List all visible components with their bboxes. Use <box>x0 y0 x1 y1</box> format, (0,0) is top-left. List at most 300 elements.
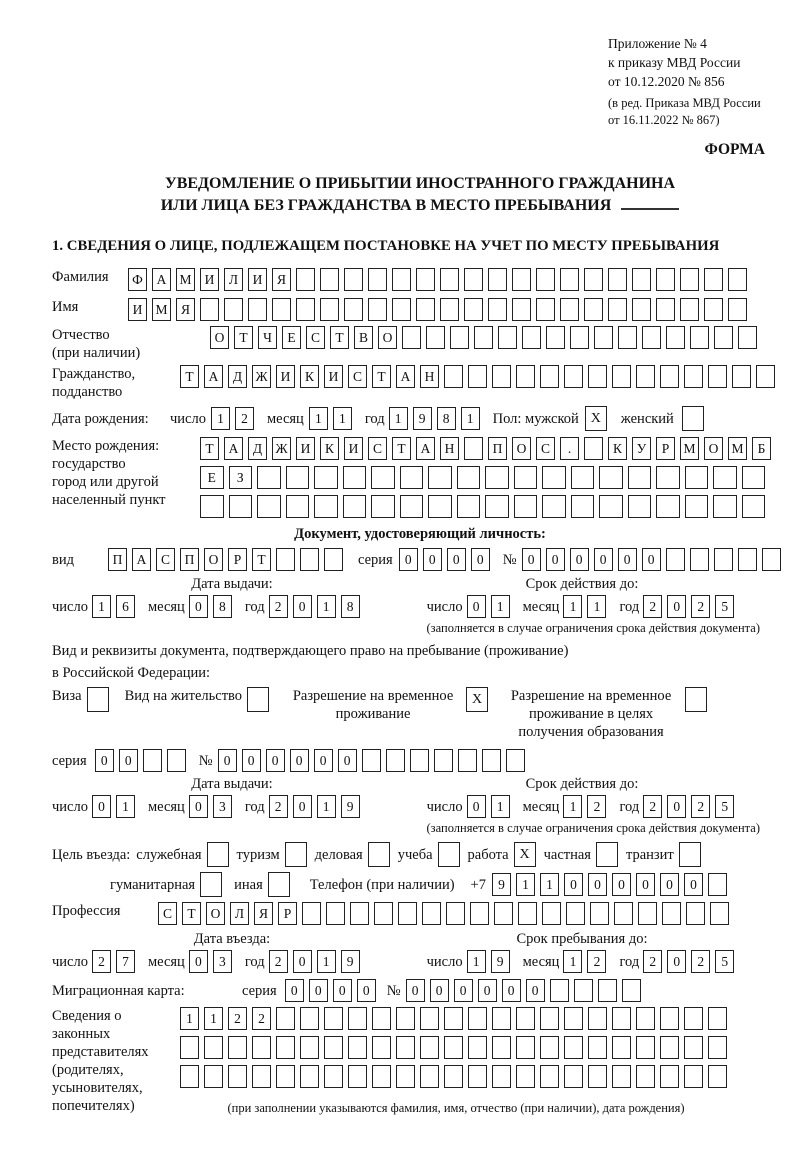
stay-until-year[interactable] <box>643 950 739 973</box>
char-cell[interactable]: 0 <box>338 749 357 772</box>
char-cell[interactable] <box>248 298 267 321</box>
char-cell[interactable] <box>546 326 565 349</box>
char-cell[interactable] <box>512 268 531 291</box>
char-cell[interactable] <box>564 1007 583 1030</box>
other-checkbox[interactable] <box>268 872 290 897</box>
doc-number-input[interactable] <box>522 548 786 571</box>
char-cell[interactable]: X <box>466 687 488 712</box>
char-cell[interactable]: 0 <box>502 979 521 1002</box>
char-cell[interactable]: 0 <box>467 795 486 818</box>
char-cell[interactable] <box>420 1036 439 1059</box>
char-cell[interactable] <box>368 268 387 291</box>
char-cell[interactable]: А <box>416 437 435 460</box>
char-cell[interactable] <box>570 326 589 349</box>
char-cell[interactable] <box>762 548 781 571</box>
char-cell[interactable]: В <box>354 326 373 349</box>
char-cell[interactable] <box>468 1065 487 1088</box>
doc-valid-day[interactable] <box>467 595 515 618</box>
char-cell[interactable] <box>485 466 509 489</box>
char-cell[interactable]: 1 <box>92 595 111 618</box>
char-cell[interactable]: А <box>224 437 243 460</box>
char-cell[interactable]: 6 <box>116 595 135 618</box>
char-cell[interactable]: И <box>248 268 267 291</box>
char-cell[interactable] <box>314 495 338 518</box>
char-cell[interactable] <box>416 268 435 291</box>
stay-doc-valid-year[interactable] <box>643 795 739 818</box>
char-cell[interactable] <box>257 495 281 518</box>
char-cell[interactable] <box>200 298 219 321</box>
char-cell[interactable]: И <box>200 268 219 291</box>
char-cell[interactable] <box>536 298 555 321</box>
char-cell[interactable]: 0 <box>242 749 261 772</box>
char-cell[interactable]: 9 <box>491 950 510 973</box>
char-cell[interactable]: С <box>368 437 387 460</box>
char-cell[interactable]: 0 <box>218 749 237 772</box>
char-cell[interactable] <box>167 749 186 772</box>
char-cell[interactable] <box>272 298 291 321</box>
char-cell[interactable]: 1 <box>516 873 535 896</box>
char-cell[interactable]: 1 <box>461 407 480 430</box>
char-cell[interactable] <box>540 1007 559 1030</box>
char-cell[interactable]: Р <box>278 902 297 925</box>
birthplace-line2[interactable] <box>200 466 776 489</box>
char-cell[interactable]: 0 <box>526 979 545 1002</box>
char-cell[interactable]: 0 <box>399 548 418 571</box>
tourism-checkbox[interactable] <box>285 842 307 867</box>
char-cell[interactable] <box>516 365 535 388</box>
char-cell[interactable]: А <box>396 365 415 388</box>
char-cell[interactable] <box>488 298 507 321</box>
char-cell[interactable] <box>392 298 411 321</box>
char-cell[interactable] <box>516 1007 535 1030</box>
char-cell[interactable]: 0 <box>570 548 589 571</box>
char-cell[interactable] <box>590 902 609 925</box>
char-cell[interactable] <box>540 1036 559 1059</box>
char-cell[interactable]: 1 <box>563 595 582 618</box>
char-cell[interactable]: 0 <box>333 979 352 1002</box>
char-cell[interactable]: 1 <box>317 595 336 618</box>
char-cell[interactable]: 0 <box>423 548 442 571</box>
char-cell[interactable] <box>682 406 704 431</box>
char-cell[interactable] <box>444 1007 463 1030</box>
char-cell[interactable]: Б <box>752 437 771 460</box>
char-cell[interactable] <box>268 872 290 897</box>
char-cell[interactable]: И <box>128 298 147 321</box>
char-cell[interactable] <box>326 902 345 925</box>
char-cell[interactable]: 0 <box>266 749 285 772</box>
char-cell[interactable] <box>684 1065 703 1088</box>
char-cell[interactable]: 3 <box>213 795 232 818</box>
work-checkbox[interactable] <box>514 842 536 867</box>
char-cell[interactable] <box>708 1065 727 1088</box>
char-cell[interactable] <box>540 365 559 388</box>
char-cell[interactable]: Н <box>420 365 439 388</box>
char-cell[interactable]: 9 <box>492 873 511 896</box>
char-cell[interactable] <box>276 1036 295 1059</box>
char-cell[interactable] <box>636 365 655 388</box>
char-cell[interactable] <box>296 268 315 291</box>
char-cell[interactable] <box>628 466 652 489</box>
stay-doc-series-input[interactable] <box>95 749 191 772</box>
char-cell[interactable] <box>628 495 652 518</box>
char-cell[interactable] <box>622 979 641 1002</box>
char-cell[interactable] <box>457 466 481 489</box>
char-cell[interactable]: С <box>156 548 175 571</box>
char-cell[interactable] <box>514 466 538 489</box>
char-cell[interactable]: 9 <box>413 407 432 430</box>
birthplace-line1[interactable] <box>200 437 776 460</box>
char-cell[interactable] <box>400 466 424 489</box>
char-cell[interactable] <box>714 326 733 349</box>
surname-input[interactable] <box>128 268 752 291</box>
char-cell[interactable]: 0 <box>467 595 486 618</box>
char-cell[interactable] <box>596 842 618 867</box>
char-cell[interactable] <box>599 495 623 518</box>
char-cell[interactable] <box>632 268 651 291</box>
sex-female-checkbox[interactable] <box>682 406 704 431</box>
char-cell[interactable]: 0 <box>189 795 208 818</box>
char-cell[interactable] <box>420 1065 439 1088</box>
char-cell[interactable]: И <box>344 437 363 460</box>
char-cell[interactable] <box>498 326 517 349</box>
official-checkbox[interactable] <box>207 842 229 867</box>
char-cell[interactable]: П <box>180 548 199 571</box>
char-cell[interactable] <box>636 1065 655 1088</box>
char-cell[interactable] <box>324 1007 343 1030</box>
char-cell[interactable]: 1 <box>180 1007 199 1030</box>
char-cell[interactable]: Р <box>228 548 247 571</box>
char-cell[interactable] <box>302 902 321 925</box>
char-cell[interactable] <box>516 1065 535 1088</box>
entry-month[interactable] <box>189 950 237 973</box>
char-cell[interactable] <box>713 495 737 518</box>
char-cell[interactable]: П <box>488 437 507 460</box>
char-cell[interactable] <box>400 495 424 518</box>
char-cell[interactable] <box>446 902 465 925</box>
char-cell[interactable]: О <box>206 902 225 925</box>
char-cell[interactable]: И <box>324 365 343 388</box>
char-cell[interactable] <box>656 268 675 291</box>
char-cell[interactable]: Т <box>330 326 349 349</box>
char-cell[interactable] <box>666 548 685 571</box>
char-cell[interactable] <box>618 326 637 349</box>
char-cell[interactable]: Т <box>182 902 201 925</box>
char-cell[interactable] <box>571 495 595 518</box>
char-cell[interactable] <box>276 1007 295 1030</box>
char-cell[interactable] <box>728 268 747 291</box>
char-cell[interactable] <box>690 548 709 571</box>
char-cell[interactable]: 0 <box>478 979 497 1002</box>
char-cell[interactable]: . <box>560 437 579 460</box>
char-cell[interactable]: Д <box>248 437 267 460</box>
char-cell[interactable] <box>444 1065 463 1088</box>
char-cell[interactable] <box>612 1007 631 1030</box>
char-cell[interactable]: О <box>204 548 223 571</box>
char-cell[interactable] <box>542 495 566 518</box>
char-cell[interactable]: 0 <box>454 979 473 1002</box>
birthdate-month[interactable] <box>309 407 357 430</box>
char-cell[interactable] <box>612 1036 631 1059</box>
char-cell[interactable]: Е <box>282 326 301 349</box>
char-cell[interactable] <box>708 873 727 896</box>
char-cell[interactable]: 2 <box>228 1007 247 1030</box>
char-cell[interactable] <box>560 298 579 321</box>
char-cell[interactable] <box>516 1036 535 1059</box>
char-cell[interactable] <box>492 1036 511 1059</box>
char-cell[interactable] <box>348 1065 367 1088</box>
char-cell[interactable]: 1 <box>540 873 559 896</box>
char-cell[interactable] <box>416 298 435 321</box>
char-cell[interactable] <box>344 298 363 321</box>
char-cell[interactable] <box>440 298 459 321</box>
representatives-line3[interactable] <box>180 1065 732 1088</box>
char-cell[interactable]: 5 <box>715 795 734 818</box>
char-cell[interactable] <box>588 1065 607 1088</box>
char-cell[interactable] <box>374 902 393 925</box>
char-cell[interactable] <box>300 548 319 571</box>
representatives-line1[interactable] <box>180 1007 732 1030</box>
char-cell[interactable] <box>584 298 603 321</box>
char-cell[interactable] <box>200 495 224 518</box>
char-cell[interactable]: Д <box>228 365 247 388</box>
char-cell[interactable] <box>252 1036 271 1059</box>
char-cell[interactable] <box>180 1036 199 1059</box>
char-cell[interactable] <box>468 1036 487 1059</box>
transit-checkbox[interactable] <box>679 842 701 867</box>
stay-doc-issue-day[interactable] <box>92 795 140 818</box>
char-cell[interactable] <box>143 749 162 772</box>
char-cell[interactable] <box>588 365 607 388</box>
business-checkbox[interactable] <box>368 842 390 867</box>
char-cell[interactable] <box>468 1007 487 1030</box>
char-cell[interactable]: 0 <box>119 749 138 772</box>
char-cell[interactable]: 1 <box>563 950 582 973</box>
char-cell[interactable] <box>368 298 387 321</box>
char-cell[interactable] <box>684 1036 703 1059</box>
char-cell[interactable] <box>464 298 483 321</box>
char-cell[interactable]: 0 <box>357 979 376 1002</box>
char-cell[interactable] <box>468 365 487 388</box>
char-cell[interactable] <box>756 365 775 388</box>
char-cell[interactable]: 1 <box>317 950 336 973</box>
char-cell[interactable] <box>300 1007 319 1030</box>
visa-checkbox[interactable] <box>87 687 109 712</box>
char-cell[interactable]: 0 <box>667 950 686 973</box>
birthplace-line3[interactable] <box>200 495 776 518</box>
humanitarian-checkbox[interactable] <box>200 872 222 897</box>
char-cell[interactable]: Т <box>372 365 391 388</box>
char-cell[interactable] <box>660 365 679 388</box>
char-cell[interactable]: 2 <box>587 795 606 818</box>
char-cell[interactable] <box>300 1036 319 1059</box>
char-cell[interactable]: 1 <box>491 595 510 618</box>
char-cell[interactable]: Т <box>200 437 219 460</box>
char-cell[interactable]: Л <box>224 268 243 291</box>
char-cell[interactable] <box>180 1065 199 1088</box>
char-cell[interactable] <box>228 1036 247 1059</box>
char-cell[interactable] <box>632 298 651 321</box>
char-cell[interactable] <box>320 268 339 291</box>
char-cell[interactable] <box>574 979 593 1002</box>
char-cell[interactable] <box>704 268 723 291</box>
char-cell[interactable]: 2 <box>691 950 710 973</box>
char-cell[interactable]: Ж <box>252 365 271 388</box>
char-cell[interactable] <box>656 495 680 518</box>
char-cell[interactable] <box>420 1007 439 1030</box>
char-cell[interactable] <box>204 1036 223 1059</box>
stay-until-month[interactable] <box>563 950 611 973</box>
char-cell[interactable] <box>228 1065 247 1088</box>
char-cell[interactable] <box>386 749 405 772</box>
char-cell[interactable]: 8 <box>437 407 456 430</box>
char-cell[interactable] <box>494 902 513 925</box>
char-cell[interactable]: 0 <box>406 979 425 1002</box>
char-cell[interactable]: О <box>704 437 723 460</box>
char-cell[interactable]: 0 <box>546 548 565 571</box>
char-cell[interactable] <box>396 1036 415 1059</box>
char-cell[interactable]: Я <box>254 902 273 925</box>
doc-series-input[interactable] <box>399 548 495 571</box>
entry-year[interactable] <box>269 950 365 973</box>
char-cell[interactable] <box>662 902 681 925</box>
char-cell[interactable]: З <box>229 466 253 489</box>
char-cell[interactable]: С <box>536 437 555 460</box>
char-cell[interactable] <box>738 326 757 349</box>
char-cell[interactable]: 2 <box>691 595 710 618</box>
char-cell[interactable]: 2 <box>235 407 254 430</box>
char-cell[interactable]: 0 <box>430 979 449 1002</box>
stay-doc-number-input[interactable] <box>218 749 530 772</box>
char-cell[interactable] <box>584 437 603 460</box>
char-cell[interactable]: Я <box>176 298 195 321</box>
char-cell[interactable] <box>636 1007 655 1030</box>
representatives-line2[interactable] <box>180 1036 732 1059</box>
char-cell[interactable] <box>450 326 469 349</box>
residence-permit-checkbox[interactable] <box>247 687 269 712</box>
char-cell[interactable] <box>200 872 222 897</box>
char-cell[interactable] <box>666 326 685 349</box>
patronymic-input[interactable] <box>210 326 762 349</box>
char-cell[interactable]: 0 <box>314 749 333 772</box>
char-cell[interactable] <box>714 548 733 571</box>
char-cell[interactable] <box>320 298 339 321</box>
char-cell[interactable] <box>428 466 452 489</box>
char-cell[interactable]: Н <box>440 437 459 460</box>
char-cell[interactable]: 7 <box>116 950 135 973</box>
char-cell[interactable] <box>588 1007 607 1030</box>
char-cell[interactable]: К <box>608 437 627 460</box>
study-checkbox[interactable] <box>438 842 460 867</box>
char-cell[interactable] <box>426 326 445 349</box>
char-cell[interactable]: Ф <box>128 268 147 291</box>
char-cell[interactable] <box>550 979 569 1002</box>
char-cell[interactable]: 0 <box>189 595 208 618</box>
char-cell[interactable] <box>704 298 723 321</box>
char-cell[interactable]: 0 <box>618 548 637 571</box>
char-cell[interactable] <box>608 298 627 321</box>
char-cell[interactable]: К <box>300 365 319 388</box>
char-cell[interactable] <box>614 902 633 925</box>
char-cell[interactable]: О <box>210 326 229 349</box>
char-cell[interactable]: 2 <box>691 795 710 818</box>
char-cell[interactable] <box>457 495 481 518</box>
char-cell[interactable] <box>708 1007 727 1030</box>
char-cell[interactable]: У <box>632 437 651 460</box>
char-cell[interactable]: 0 <box>293 950 312 973</box>
char-cell[interactable] <box>684 365 703 388</box>
char-cell[interactable]: 1 <box>204 1007 223 1030</box>
char-cell[interactable] <box>392 268 411 291</box>
char-cell[interactable]: 1 <box>211 407 230 430</box>
char-cell[interactable]: 1 <box>317 795 336 818</box>
char-cell[interactable]: 0 <box>684 873 703 896</box>
char-cell[interactable]: 0 <box>293 595 312 618</box>
char-cell[interactable]: И <box>276 365 295 388</box>
char-cell[interactable]: М <box>176 268 195 291</box>
char-cell[interactable] <box>434 749 453 772</box>
char-cell[interactable] <box>536 268 555 291</box>
char-cell[interactable]: М <box>728 437 747 460</box>
char-cell[interactable]: С <box>158 902 177 925</box>
char-cell[interactable]: А <box>132 548 151 571</box>
char-cell[interactable]: 0 <box>612 873 631 896</box>
char-cell[interactable] <box>690 326 709 349</box>
char-cell[interactable] <box>708 365 727 388</box>
char-cell[interactable] <box>350 902 369 925</box>
char-cell[interactable] <box>642 326 661 349</box>
char-cell[interactable]: 8 <box>213 595 232 618</box>
char-cell[interactable]: 0 <box>447 548 466 571</box>
char-cell[interactable] <box>571 466 595 489</box>
migration-card-number-input[interactable] <box>406 979 646 1002</box>
char-cell[interactable] <box>372 1065 391 1088</box>
char-cell[interactable] <box>324 548 343 571</box>
doc-kind-input[interactable] <box>108 548 348 571</box>
char-cell[interactable]: Т <box>180 365 199 388</box>
char-cell[interactable] <box>564 1065 583 1088</box>
temp-residence-checkbox[interactable] <box>466 687 488 712</box>
char-cell[interactable]: Т <box>392 437 411 460</box>
char-cell[interactable] <box>660 1065 679 1088</box>
char-cell[interactable]: 0 <box>92 795 111 818</box>
char-cell[interactable]: 1 <box>491 795 510 818</box>
char-cell[interactable] <box>522 326 541 349</box>
char-cell[interactable] <box>518 902 537 925</box>
char-cell[interactable]: Т <box>252 548 271 571</box>
char-cell[interactable] <box>685 466 709 489</box>
temp-residence-education-checkbox[interactable] <box>685 687 707 712</box>
char-cell[interactable]: С <box>306 326 325 349</box>
char-cell[interactable] <box>710 902 729 925</box>
char-cell[interactable]: 0 <box>588 873 607 896</box>
char-cell[interactable]: А <box>204 365 223 388</box>
char-cell[interactable]: 2 <box>587 950 606 973</box>
char-cell[interactable] <box>343 495 367 518</box>
char-cell[interactable]: 2 <box>643 795 662 818</box>
char-cell[interactable]: Л <box>230 902 249 925</box>
char-cell[interactable]: 1 <box>389 407 408 430</box>
char-cell[interactable]: 2 <box>269 795 288 818</box>
char-cell[interactable]: 0 <box>642 548 661 571</box>
char-cell[interactable] <box>560 268 579 291</box>
char-cell[interactable] <box>247 687 269 712</box>
char-cell[interactable] <box>296 298 315 321</box>
char-cell[interactable]: 0 <box>667 595 686 618</box>
char-cell[interactable] <box>732 365 751 388</box>
char-cell[interactable] <box>660 1036 679 1059</box>
profession-input[interactable] <box>158 902 734 925</box>
char-cell[interactable] <box>464 268 483 291</box>
